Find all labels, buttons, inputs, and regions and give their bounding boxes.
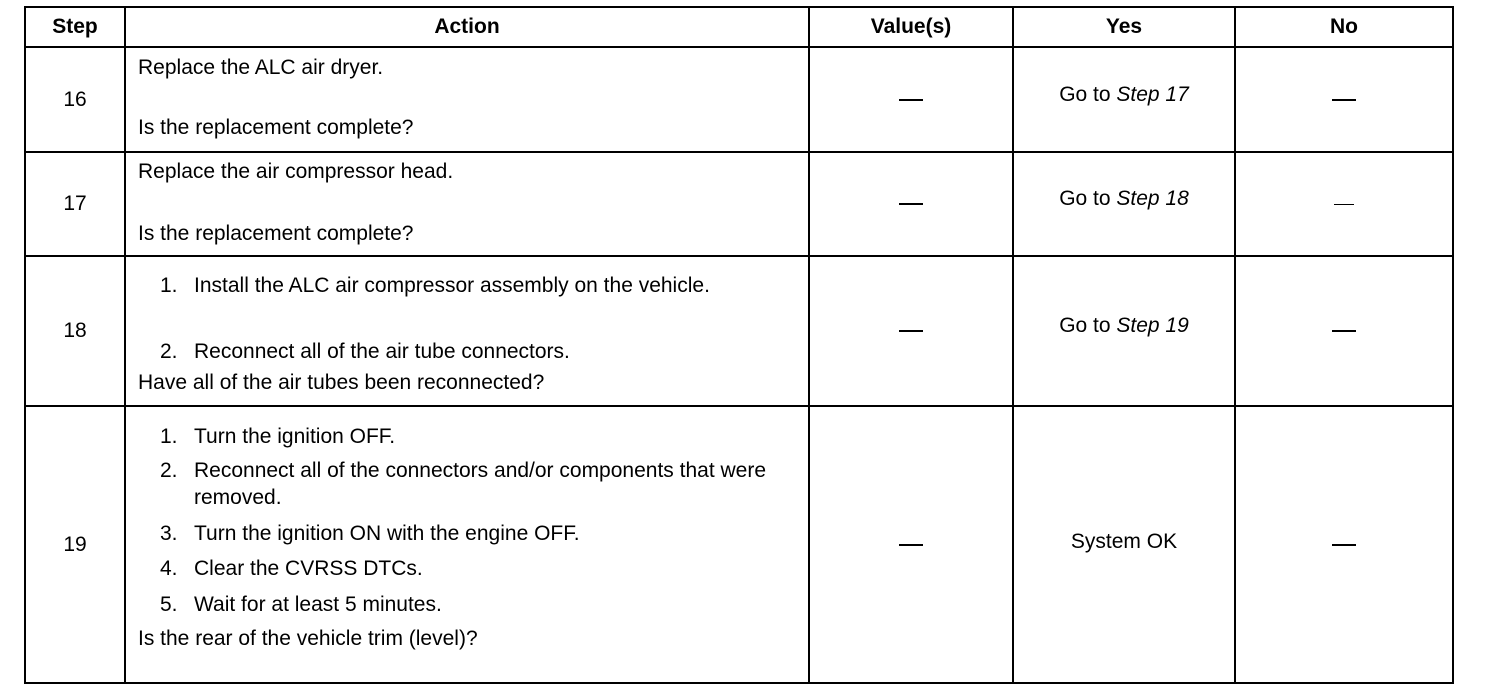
item-text: Reconnect all of the air tube connectors. xyxy=(194,340,570,363)
list-item xyxy=(160,520,798,547)
no-cell xyxy=(1235,47,1453,152)
action-question: Have all of the air tubes been reconnected? xyxy=(138,371,545,394)
action-cell xyxy=(125,152,809,256)
item-text: Clear the CVRSS DTCs. xyxy=(194,557,423,580)
table-row-step-17 xyxy=(25,152,1453,256)
dash-value xyxy=(899,544,923,546)
table-row-step-18 xyxy=(25,256,1453,406)
dash-no xyxy=(1332,330,1356,332)
header-step: Step xyxy=(25,7,125,47)
list-item xyxy=(160,338,798,365)
no-cell xyxy=(1235,256,1453,406)
header-yes: Yes xyxy=(1013,7,1235,47)
list-item xyxy=(160,423,798,450)
list-item xyxy=(160,457,798,511)
yes-goto xyxy=(1014,83,1234,117)
step-number: 16 xyxy=(25,47,125,152)
dash-no xyxy=(1334,204,1354,205)
step-link[interactable]: Step 17 xyxy=(1116,82,1189,106)
yes-cell xyxy=(1013,152,1235,256)
action-question: Is the replacement complete? xyxy=(138,222,414,245)
no-cell xyxy=(1235,152,1453,256)
action-cell xyxy=(125,256,809,406)
dash-no xyxy=(1332,99,1356,101)
header-action: Action xyxy=(125,7,809,47)
value-cell xyxy=(809,406,1013,683)
step-number: 17 xyxy=(25,152,125,256)
item-number: 4. xyxy=(160,557,178,580)
yes-prefix: Go to xyxy=(1059,187,1117,210)
yes-cell xyxy=(1013,256,1235,406)
item-text: Wait for at least 5 minutes. xyxy=(194,593,442,616)
item-text: Turn the ignition OFF. xyxy=(194,425,396,448)
step-link[interactable]: Step 18 xyxy=(1116,187,1189,210)
action-question: Is the replacement complete? xyxy=(138,116,414,139)
item-text: Turn the ignition ON with the engine OFF. xyxy=(194,522,580,545)
item-number: 1. xyxy=(160,274,178,297)
table-row-step-16 xyxy=(25,47,1453,152)
item-text: Install the ALC air compressor assembly on the vehicle. xyxy=(194,274,710,297)
yes-prefix: Go to xyxy=(1059,314,1117,337)
header-row xyxy=(25,7,1453,47)
dash-value xyxy=(899,330,923,332)
yes-prefix: Go to xyxy=(1059,82,1117,106)
value-cell xyxy=(809,152,1013,256)
yes-system-ok: System OK xyxy=(1070,529,1178,553)
yes-cell xyxy=(1013,47,1235,152)
yes-goto xyxy=(1014,314,1234,348)
header-no: No xyxy=(1235,7,1453,47)
action-cell xyxy=(125,47,809,152)
step-number: 19 xyxy=(25,406,125,683)
list-item xyxy=(160,591,798,618)
step-link[interactable]: Step 19 xyxy=(1116,314,1189,337)
item-number: 2. xyxy=(160,459,178,482)
list-item xyxy=(160,272,798,299)
action-cell xyxy=(125,406,809,683)
item-number: 5. xyxy=(160,593,178,616)
dash-no xyxy=(1332,544,1356,546)
action-intro: Replace the air compressor head. xyxy=(138,160,454,183)
item-text: Reconnect all of the connectors and/or components that were removed. xyxy=(194,459,767,509)
no-cell xyxy=(1235,406,1453,683)
action-question: Is the rear of the vehicle trim (level)? xyxy=(138,627,478,650)
yes-cell xyxy=(1013,406,1235,683)
value-cell xyxy=(809,47,1013,152)
item-number: 3. xyxy=(160,522,178,545)
dash-value xyxy=(899,99,923,101)
action-intro: Replace the ALC air dryer. xyxy=(138,56,384,79)
value-cell xyxy=(809,256,1013,406)
item-number: 1. xyxy=(160,425,178,448)
step-number: 18 xyxy=(25,256,125,406)
diagnostic-table xyxy=(24,6,1454,684)
header-values: Value(s) xyxy=(809,7,1013,47)
dash-value xyxy=(899,203,923,205)
yes-goto xyxy=(1014,187,1234,221)
list-item xyxy=(160,555,798,582)
table-row-step-19 xyxy=(25,406,1453,683)
item-number: 2. xyxy=(160,340,178,363)
